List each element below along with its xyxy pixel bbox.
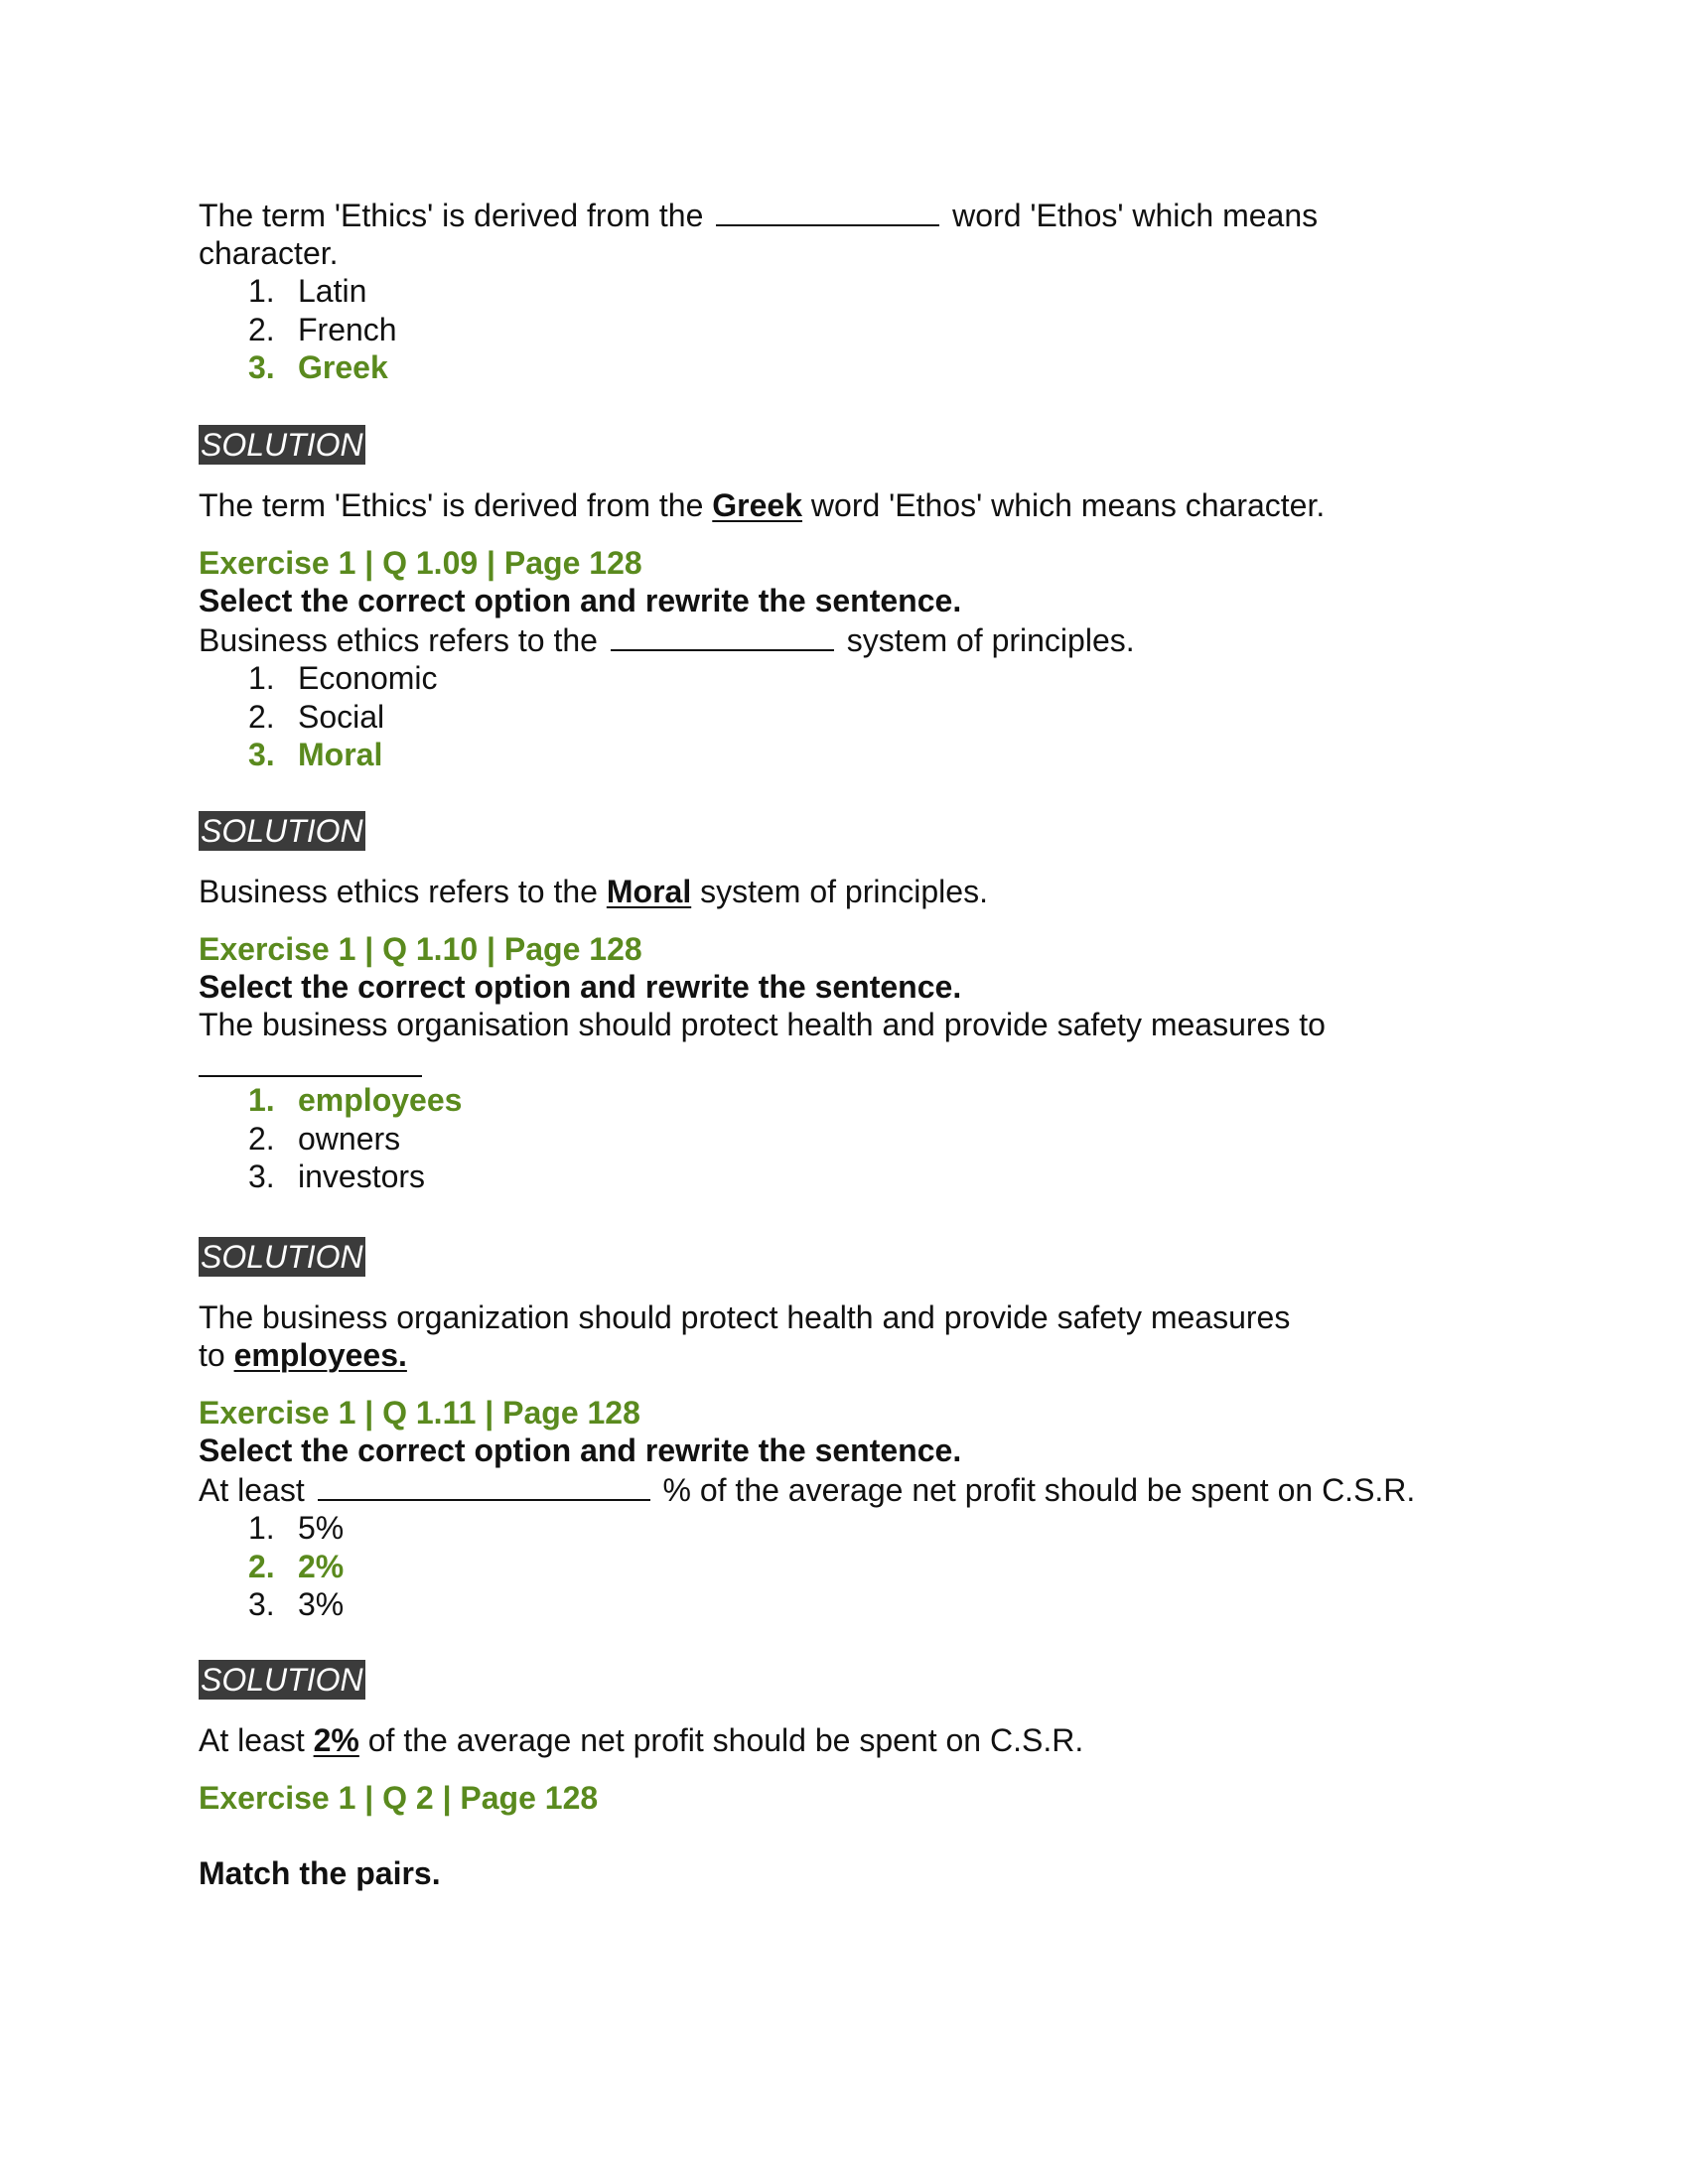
solution-answer: employees. [233,1337,407,1373]
solution-text [199,873,1489,910]
option-item-correct [248,1081,1489,1120]
question-text-part: % of the average net profit should be spent on C.S.R. [662,1472,1416,1508]
solution-1-08 [199,425,1489,465]
instruction-text: Select the correct option and rewrite the sentence. [199,1433,962,1468]
question-2-instruction [199,1854,1489,1892]
option-item [248,311,1489,349]
instruction-text: Match the pairs. [199,1855,441,1891]
option-label: Social [298,698,385,735]
question-text [199,195,1489,234]
solution-text-part: The business organization should protect health and provide safety measures [199,1299,1291,1335]
option-number: 3. [248,1586,275,1622]
question-text: The business organisation should protect health and provide safety measures to [199,1007,1326,1042]
solution-tag: SOLUTION [201,813,363,849]
option-label: Moral [298,737,383,772]
question-text [199,1469,1489,1509]
option-item [248,1120,1489,1159]
option-list [199,272,1489,387]
option-label: 2% [298,1548,345,1584]
answer-blank-row [199,1043,1489,1081]
question-1-08 [199,195,1489,387]
solution-1-09 [199,811,1489,851]
option-number: 1. [248,1082,275,1118]
solution-answer: Greek [712,487,803,523]
option-item [248,1158,1489,1196]
instruction-text: Select the correct option and rewrite the sentence. [199,583,962,618]
option-number: 2. [248,1548,275,1584]
option-number: 2. [248,311,275,347]
solution-tag: SOLUTION [201,1662,363,1698]
solution-tag: SOLUTION [201,427,363,463]
answer-blank [611,619,834,651]
question-text-part: At least [199,1472,305,1508]
solution-1-11 [199,1660,1489,1700]
option-number: 3. [248,1159,275,1194]
exercise-heading: Exercise 1 | Q 2 | Page 128 [199,1780,599,1816]
option-item [248,272,1489,311]
solution-text-part: The term 'Ethics' is derived from the [199,487,704,523]
question-text [199,619,1489,659]
option-label: employees [298,1082,463,1118]
solution-answer: Moral [606,874,692,909]
option-number: 1. [248,273,275,309]
question-1-09 [199,544,1489,774]
option-item [248,659,1489,698]
solution-text-part: of the average net profit should be spent on C.S.R. [367,1722,1084,1758]
option-number: 2. [248,1120,275,1157]
option-list [199,1081,1489,1196]
answer-blank [318,1469,650,1501]
option-item-correct [248,1548,1489,1586]
option-item-correct [248,348,1489,387]
question-text-part: Business ethics refers to the [199,622,598,658]
option-label: French [298,311,397,347]
question-text-part: The term 'Ethics' is derived from the [199,198,704,233]
exercise-heading: Exercise 1 | Q 1.10 | Page 128 [199,931,642,967]
solution-text [199,1721,1489,1759]
answer-blank [716,195,939,226]
question-text-part: system of principles. [846,622,1135,658]
option-label: Economic [298,660,438,696]
option-label: owners [298,1120,401,1157]
option-number: 1. [248,1510,275,1546]
question-2 [199,1779,1489,1817]
option-label: Greek [298,349,388,385]
option-item [248,1585,1489,1624]
question-text-part: word 'Ethos' which means [952,198,1319,233]
exercise-heading: Exercise 1 | Q 1.11 | Page 128 [199,1395,640,1431]
answer-blank [199,1045,422,1077]
solution-text-part: to [199,1337,225,1373]
option-number: 3. [248,737,275,772]
option-number: 1. [248,660,275,696]
solution-text-part: At least [199,1722,305,1758]
option-label: investors [298,1159,426,1194]
solution-tag: SOLUTION [201,1239,363,1275]
option-item-correct [248,736,1489,774]
question-1-11 [199,1394,1489,1624]
option-label: Latin [298,273,367,309]
exercise-heading: Exercise 1 | Q 1.09 | Page 128 [199,545,642,581]
question-text-wrap: character. [199,235,339,271]
solution-text-part: word 'Ethos' which means character. [810,487,1326,523]
solution-1-10 [199,1237,1489,1277]
option-list [199,659,1489,774]
solution-text-part: system of principles. [700,874,988,909]
solution-text-part: Business ethics refers to the [199,874,598,909]
option-number: 2. [248,698,275,735]
solution-text [199,1298,1489,1374]
option-number: 3. [248,349,275,385]
option-list [199,1509,1489,1624]
option-item [248,698,1489,737]
option-label: 5% [298,1510,345,1546]
solution-text [199,486,1489,524]
question-1-10 [199,930,1489,1196]
option-label: 3% [298,1586,345,1622]
instruction-text: Select the correct option and rewrite the sentence. [199,969,962,1005]
option-item [248,1509,1489,1548]
solution-text-wrap [199,1336,1489,1374]
solution-answer: 2% [313,1722,359,1758]
